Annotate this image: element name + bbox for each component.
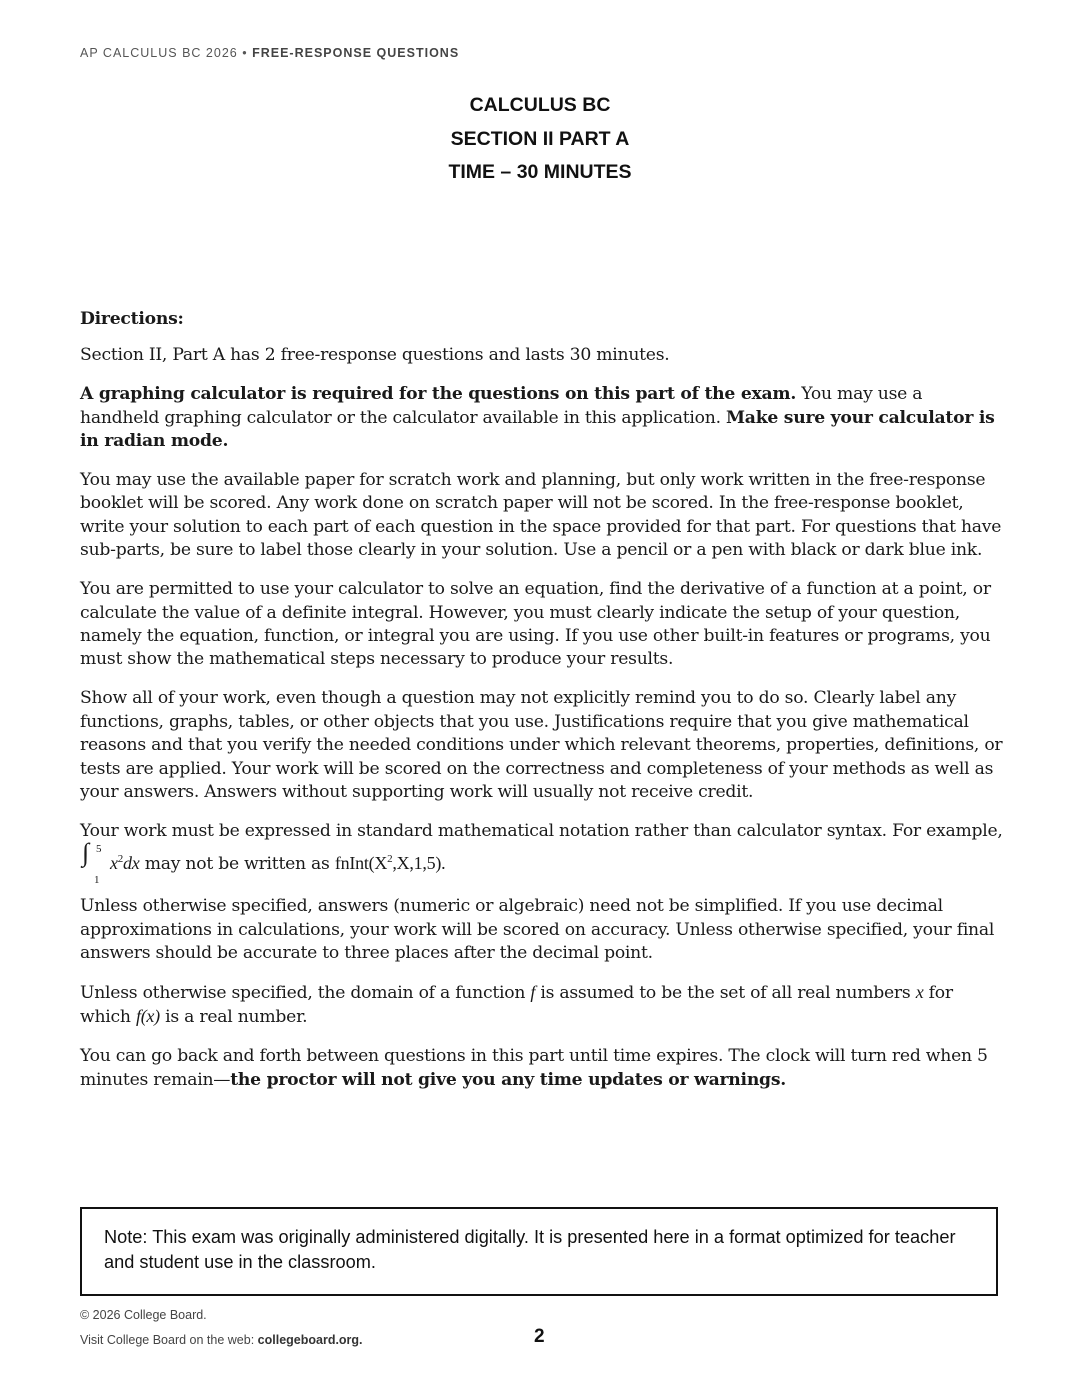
- calculator-syntax: $fnInt(X^2,X,1,5)$.: [334, 853, 446, 874]
- notation-text: Your work must be expressed in standard mathematical notation rather than calculator syntax. For example,: [80, 820, 1003, 841]
- directions-paragraph-2: [80, 383, 1005, 453]
- directions-paragraph-9: You can go back and forth between questions in this part until time expires. The clock will turn red when 5 minutes remain—the proctor will not give you any time updates or warnings.: [80, 1046, 988, 1090]
- page-number: 2: [534, 1326, 545, 1347]
- directions-paragraph-7: Unless otherwise specified, answers (numeric or algebraic) need not be simplified. If you use decimal approximations in calculations, your work will be scored on accuracy. Unless otherwise specified, your final answers should be accurate to three places after the decimal point.: [80, 896, 995, 964]
- directions-paragraph-4: You are permitted to use your calculator to solve an equation, find the derivative of a function at a point, or calculate the value of a definite integral. However, you must clearly indicate the setup of your question, namely the equation, function, or integral you are using. If you use other built-in features or programs, you must show the mathematical steps necessary to produce your results.: [80, 579, 991, 670]
- directions-paragraph-1: Section II, Part A has 2 free-response questions and lasts 30 minutes.: [80, 345, 670, 366]
- function-fx: f(x): [135, 1006, 160, 1027]
- footer-visit: Visit College Board on the web: collegeboard.org.: [80, 1333, 363, 1347]
- title-course: CALCULUS BC: [469, 94, 611, 116]
- integral-symbol: ∫ 5 1: [80, 843, 110, 883]
- collegeboard-link[interactable]: collegeboard.org.: [257, 1333, 363, 1347]
- running-header: [80, 46, 459, 60]
- title-section: SECTION II PART A: [450, 127, 630, 150]
- function-f: f: [530, 981, 536, 1002]
- footer-copyright: © 2026 College Board.: [80, 1308, 207, 1322]
- radian-mode-text: Make sure your calculator is in radian mode.: [80, 407, 995, 452]
- header-separator: •: [242, 46, 248, 60]
- directions-content: [80, 308, 1005, 1108]
- title-time: TIME – 30 MINUTES: [448, 161, 632, 183]
- directions-paragraph-6: [80, 820, 1005, 887]
- integrand: $x^2dx$: [110, 853, 140, 874]
- directions-paragraph-8: Unless otherwise specified, the domain of a function f is assumed to be the set of all real numbers x for which f(x) is a real number.: [80, 981, 953, 1028]
- variable-x: x: [915, 981, 924, 1002]
- header-course: AP CALCULUS BC 2026: [80, 46, 238, 60]
- calculator-text: You may use a handheld graphing calculator or the calculator available in this application.: [80, 384, 923, 428]
- header-section: FREE-RESPONSE QUESTIONS: [252, 46, 460, 60]
- calculator-required-text: A graphing calculator is required for the questions on this part of the exam.: [80, 384, 797, 405]
- note-box: Note: This exam was originally administered digitally. It is presented here in a format optimized for teacher and student use in the classroom.: [80, 1207, 998, 1296]
- directions-paragraph-5: Show all of your work, even though a question may not explicitly remind you to do so. Clearly label any functions, graphs, tables, or other objects that you use. Justifications require that you give mathematical reasons and that you verify the needed conditions under which relevant theorems, properties, definitions, or tests are applied. Your work will be scored on the correctness and completeness of your methods as well as your answers. Answers without supporting work will usually not receive credit.: [80, 688, 1003, 802]
- notation-text-2: may not be written as: [139, 854, 335, 875]
- proctor-warning-text: the proctor will not give you any time updates or warnings.: [230, 1069, 786, 1090]
- integral-lower-limit: 1: [94, 874, 100, 887]
- section-title: [0, 89, 1080, 190]
- directions-paragraph-3: You may use the available paper for scratch work and planning, but only work written in the free-response booklet will be scored. Any work done on scratch paper will not be scored. In the free-response booklet, write your solution to each part of each question in the space provided for that part. For questions that have sub-parts, be sure to label those clearly in your solution. Use a pencil or a pen with black or dark blue ink.: [80, 470, 1002, 561]
- directions-heading: Directions:: [80, 309, 184, 329]
- integral-upper-limit: 5: [96, 843, 102, 856]
